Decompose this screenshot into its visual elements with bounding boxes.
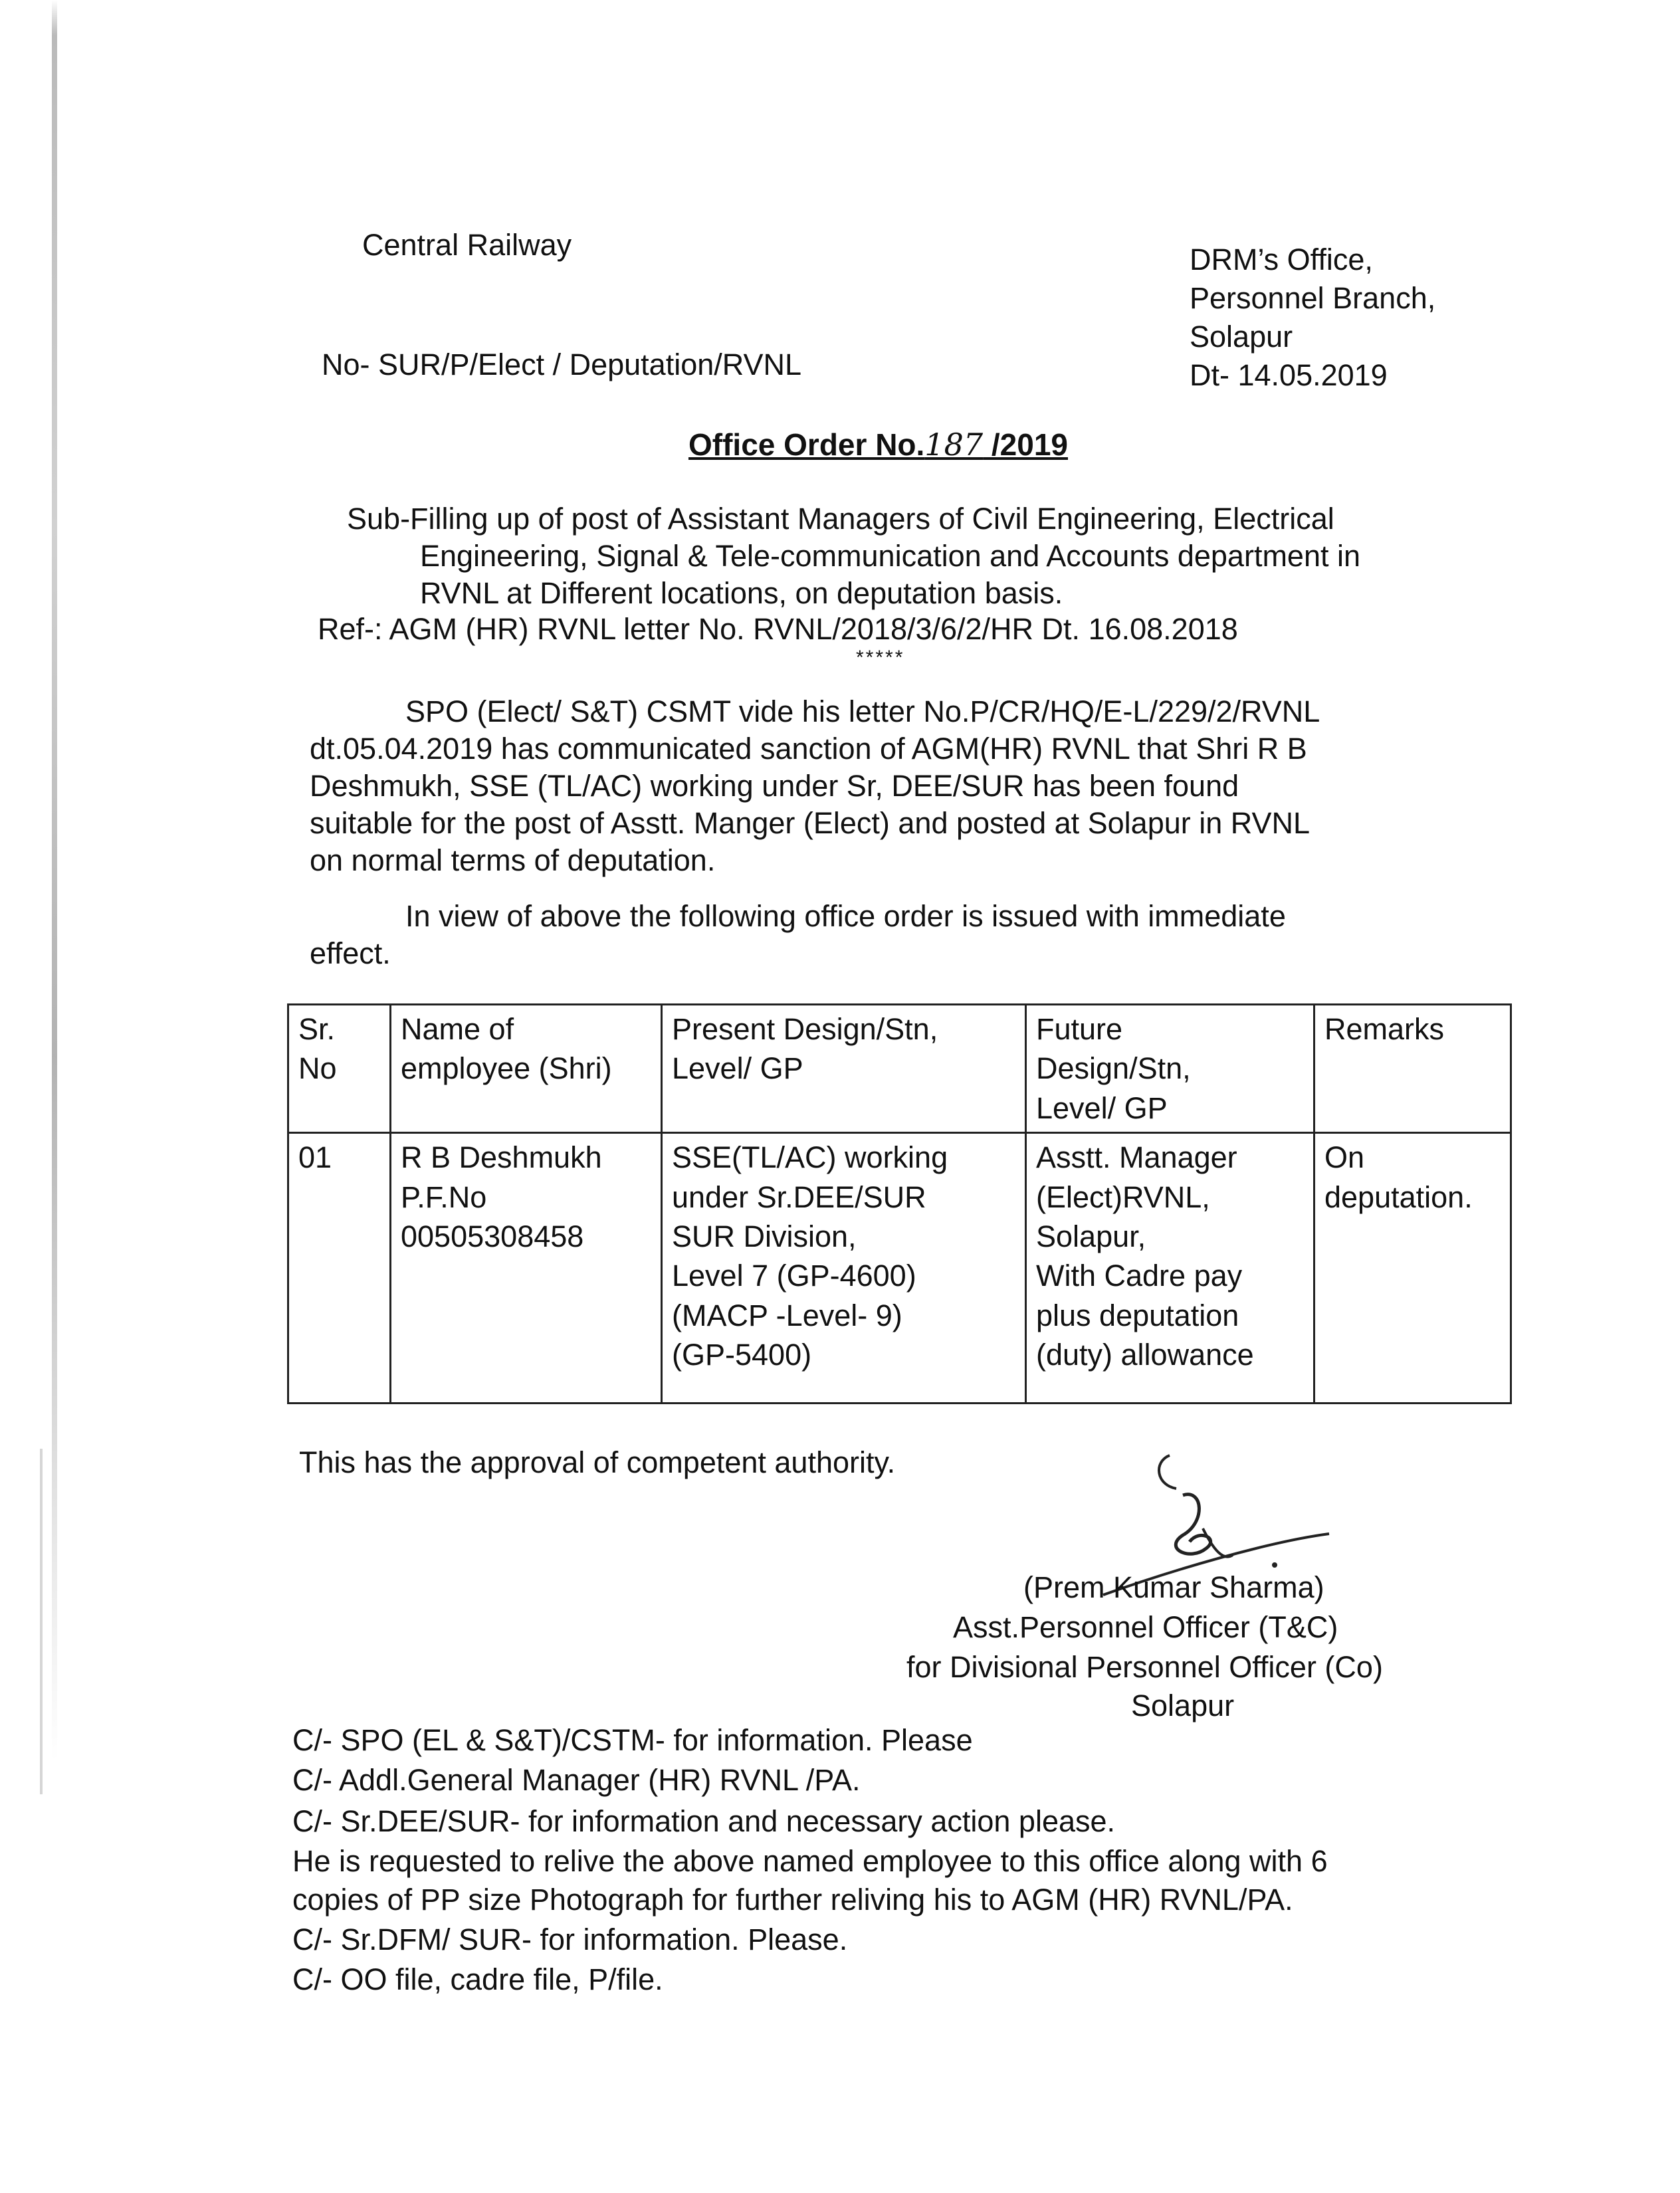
subject-line-3: RVNL at Different locations, on deputation basis. <box>420 576 1063 610</box>
order-title-prefix: Office Order No. <box>688 427 925 462</box>
cell-sr-no: 01 <box>288 1133 391 1404</box>
order-year: /2019 <box>983 427 1069 462</box>
signatory-place: Solapur <box>1131 1689 1235 1723</box>
copy-line-3: C/- Sr.DEE/SUR- for information and necessary action please. <box>292 1804 1116 1838</box>
scan-edge-artifact <box>40 1449 43 1794</box>
table-header-row <box>288 1005 1511 1133</box>
approval-statement: This has the approval of competent authority. <box>299 1445 896 1479</box>
order-number: 187 <box>924 427 984 463</box>
office-line-2: Personnel Branch, <box>1190 281 1436 315</box>
subject-line-2: Engineering, Signal & Tele-communication and Accounts department in <box>420 539 1361 573</box>
para1-line-3: Deshmukh, SSE (TL/AC) working under Sr, DEE/SUR has been found <box>310 769 1239 803</box>
separator-stars: ***** <box>856 647 905 669</box>
subject-line-1: Sub-Filling up of post of Assistant Managers of Civil Engineering, Electrical <box>347 502 1334 536</box>
reference-number: No- SUR/P/Elect / Deputation/RVNL <box>322 348 801 381</box>
scan-edge-artifact <box>52 0 57 1761</box>
header-remarks: Remarks <box>1314 1005 1511 1133</box>
copy-line-2: C/- Addl.General Manager (HR) RVNL /PA. <box>292 1763 861 1797</box>
header-sr-no: Sr. No <box>288 1005 391 1133</box>
signatory-designation: Asst.Personnel Officer (T&C) <box>953 1610 1338 1644</box>
header-future-design: Future Design/Stn, Level/ GP <box>1026 1005 1314 1133</box>
copy-line-4: He is requested to relive the above named employee to this office along with 6 <box>292 1844 1328 1878</box>
order-date: Dt- 14.05.2019 <box>1190 358 1388 392</box>
para2-line-2: effect. <box>310 936 391 970</box>
employee-table <box>287 1003 1512 1404</box>
copy-line-1: C/- SPO (EL & S&T)/CSTM- for information. Please <box>292 1723 973 1757</box>
cell-present-design: SSE(TL/AC) working under Sr.DEE/SUR SUR Division, Level 7 (GP-4600) (MACP -Level- 9) (GP-5400) <box>662 1133 1026 1404</box>
copy-line-6: C/- Sr.DFM/ SUR- for information. Please. <box>292 1923 848 1956</box>
signatory-for-line: for Divisional Personnel Officer (Co) <box>906 1650 1383 1684</box>
table-row <box>288 1133 1511 1404</box>
reference-letter: Ref-: AGM (HR) RVNL letter No. RVNL/2018/3/6/2/HR Dt. 16.08.2018 <box>318 612 1238 646</box>
copy-line-5: copies of PP size Photograph for further reliving his to AGM (HR) RVNL/PA. <box>292 1883 1293 1917</box>
signatory-name: (Prem Kumar Sharma) <box>1023 1570 1324 1604</box>
para1-line-4: suitable for the post of Asstt. Manger (Elect) and posted at Solapur in RVNL <box>310 806 1310 840</box>
para1-line-2: dt.05.04.2019 has communicated sanction of AGM(HR) RVNL that Shri R B <box>310 732 1307 766</box>
cell-future-design: Asstt. Manager (Elect)RVNL, Solapur, With Cadre pay plus deputation (duty) allowance <box>1026 1133 1314 1404</box>
header-present-design: Present Design/Stn, Level/ GP <box>662 1005 1026 1133</box>
header-employee-name: Name of employee (Shri) <box>391 1005 662 1133</box>
office-line-3: Solapur <box>1190 320 1293 354</box>
para1-line-5: on normal terms of deputation. <box>310 843 716 877</box>
para2-line-1: In view of above the following office order is issued with immediate <box>405 899 1286 933</box>
cell-employee-name: R B Deshmukh P.F.No 00505308458 <box>391 1133 662 1404</box>
order-title <box>688 425 1068 465</box>
cell-remarks: On deputation. <box>1314 1133 1511 1404</box>
org-name: Central Railway <box>362 228 572 262</box>
copy-line-7: C/- OO file, cadre file, P/file. <box>292 1962 663 1996</box>
office-line-1: DRM’s Office, <box>1190 243 1373 276</box>
para1-line-1: SPO (Elect/ S&T) CSMT vide his letter No.P/CR/HQ/E-L/229/2/RVNL <box>405 694 1320 728</box>
